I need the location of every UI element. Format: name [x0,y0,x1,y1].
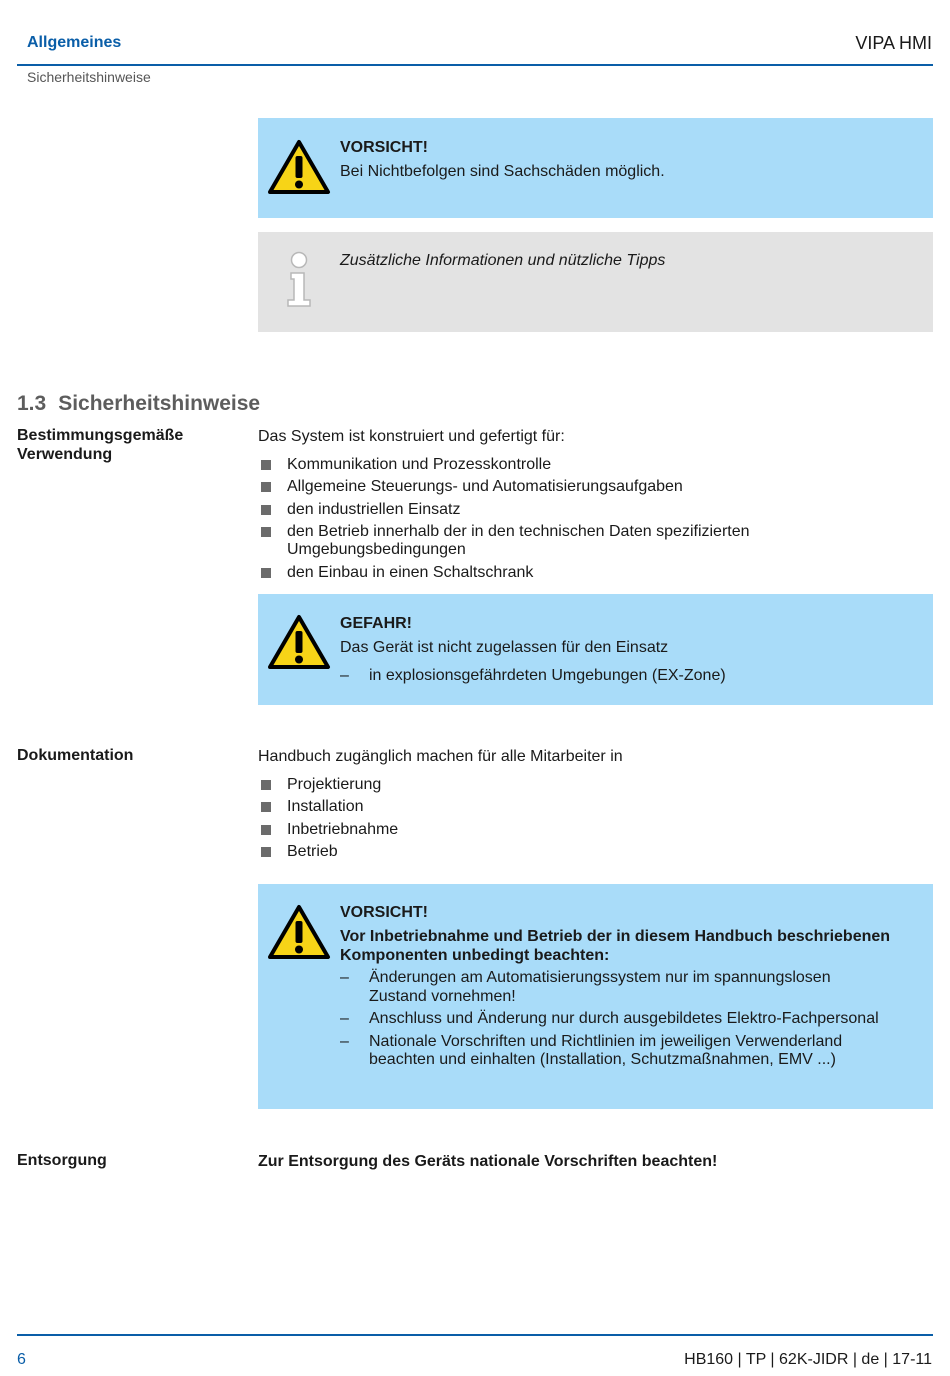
list-item: den industriellen Einsatz [258,501,928,520]
section-number: 1.3 [17,392,47,415]
caution-dash-item: – Anschluss und Änderung nur durch ausgebildetes Elektro-Fachpersonal [340,1010,879,1027]
disposal-text: Zur Entsorgung des Geräts nationale Vorschriften beachten! [258,1153,718,1170]
list-item: Allgemeine Steuerungs- und Automatisierungsaufgaben [258,478,928,497]
caution-box-documentation [258,884,933,1109]
caution-text: Bei Nichtbefolgen sind Sachschäden möglich. [340,163,665,180]
disposal-label: Entsorgung [17,1152,107,1169]
intended-use-intro: Das System ist konstruiert und gefertigt für: [258,428,565,445]
square-bullet-icon [261,847,271,857]
list-item: Betrieb [258,843,928,862]
square-bullet-icon [261,825,271,835]
list-item: den Einbau in einen Schaltschrank [258,564,928,583]
info-text: Zusätzliche Informationen und nützliche Tipps [340,252,666,269]
header-section-title: Allgemeines [27,34,122,51]
square-bullet-icon [261,527,271,537]
caution-dash-item: – Nationale Vorschriften und Richtlinien im jeweiligen Verwenderland beachten und einhalten (Installation, Schutzmaßnahmen, EMV ...) [340,1032,843,1068]
intended-use-list [258,456,928,586]
square-bullet-icon [261,780,271,790]
section-heading [17,392,260,416]
list-item: den Betrieb innerhalb der in den technischen Daten spezifizierten Umgebungsbedingungen [258,523,928,560]
info-box [258,232,933,332]
header-divider [17,64,933,66]
warning-triangle-icon [267,614,331,670]
danger-title: GEFAHR! [340,615,412,632]
danger-dash-item: – in explosionsgefährdeten Umgebungen (EX-Zone) [340,667,726,684]
danger-text: Das Gerät ist nicht zugelassen für den Einsatz [340,639,669,656]
square-bullet-icon [261,482,271,492]
intended-use-label: Bestimmungsgemäße Verwendung [17,427,184,463]
header-subsection: Sicherheitshinweise [27,69,151,85]
square-bullet-icon [261,505,271,515]
list-item: Projektierung [258,776,928,795]
document-reference: HB160 | TP | 62K-JIDR | de | 17-11 [684,1351,932,1368]
documentation-label: Dokumentation [17,747,134,764]
caution-box-top [258,118,933,218]
square-bullet-icon [261,568,271,578]
danger-box [258,594,933,705]
list-item: Kommunikation und Prozesskontrolle [258,456,928,475]
section-title: Sicherheitshinweise [58,392,261,415]
footer-divider [17,1334,933,1336]
header-product-name: VIPA HMI [855,33,932,53]
warning-triangle-icon [267,904,331,960]
caution-title: VORSICHT! [340,904,428,921]
list-item: Inbetriebnahme [258,821,928,840]
caution-text: Vor Inbetriebnahme und Betrieb der in diesem Handbuch beschriebenen Komponenten unbedingt beachten: [340,928,891,964]
caution-title: VORSICHT! [340,139,428,156]
caution-dash-item: – Änderungen am Automatisierungssystem nur im spannungslosen Zustand vornehmen! [340,969,831,1005]
info-icon [282,250,318,310]
square-bullet-icon [261,460,271,470]
page-number: 6 [17,1351,26,1368]
documentation-intro: Handbuch zugänglich machen für alle Mitarbeiter in [258,748,623,765]
warning-triangle-icon [267,139,331,195]
list-item: Installation [258,798,928,817]
square-bullet-icon [261,802,271,812]
documentation-list [258,776,928,865]
